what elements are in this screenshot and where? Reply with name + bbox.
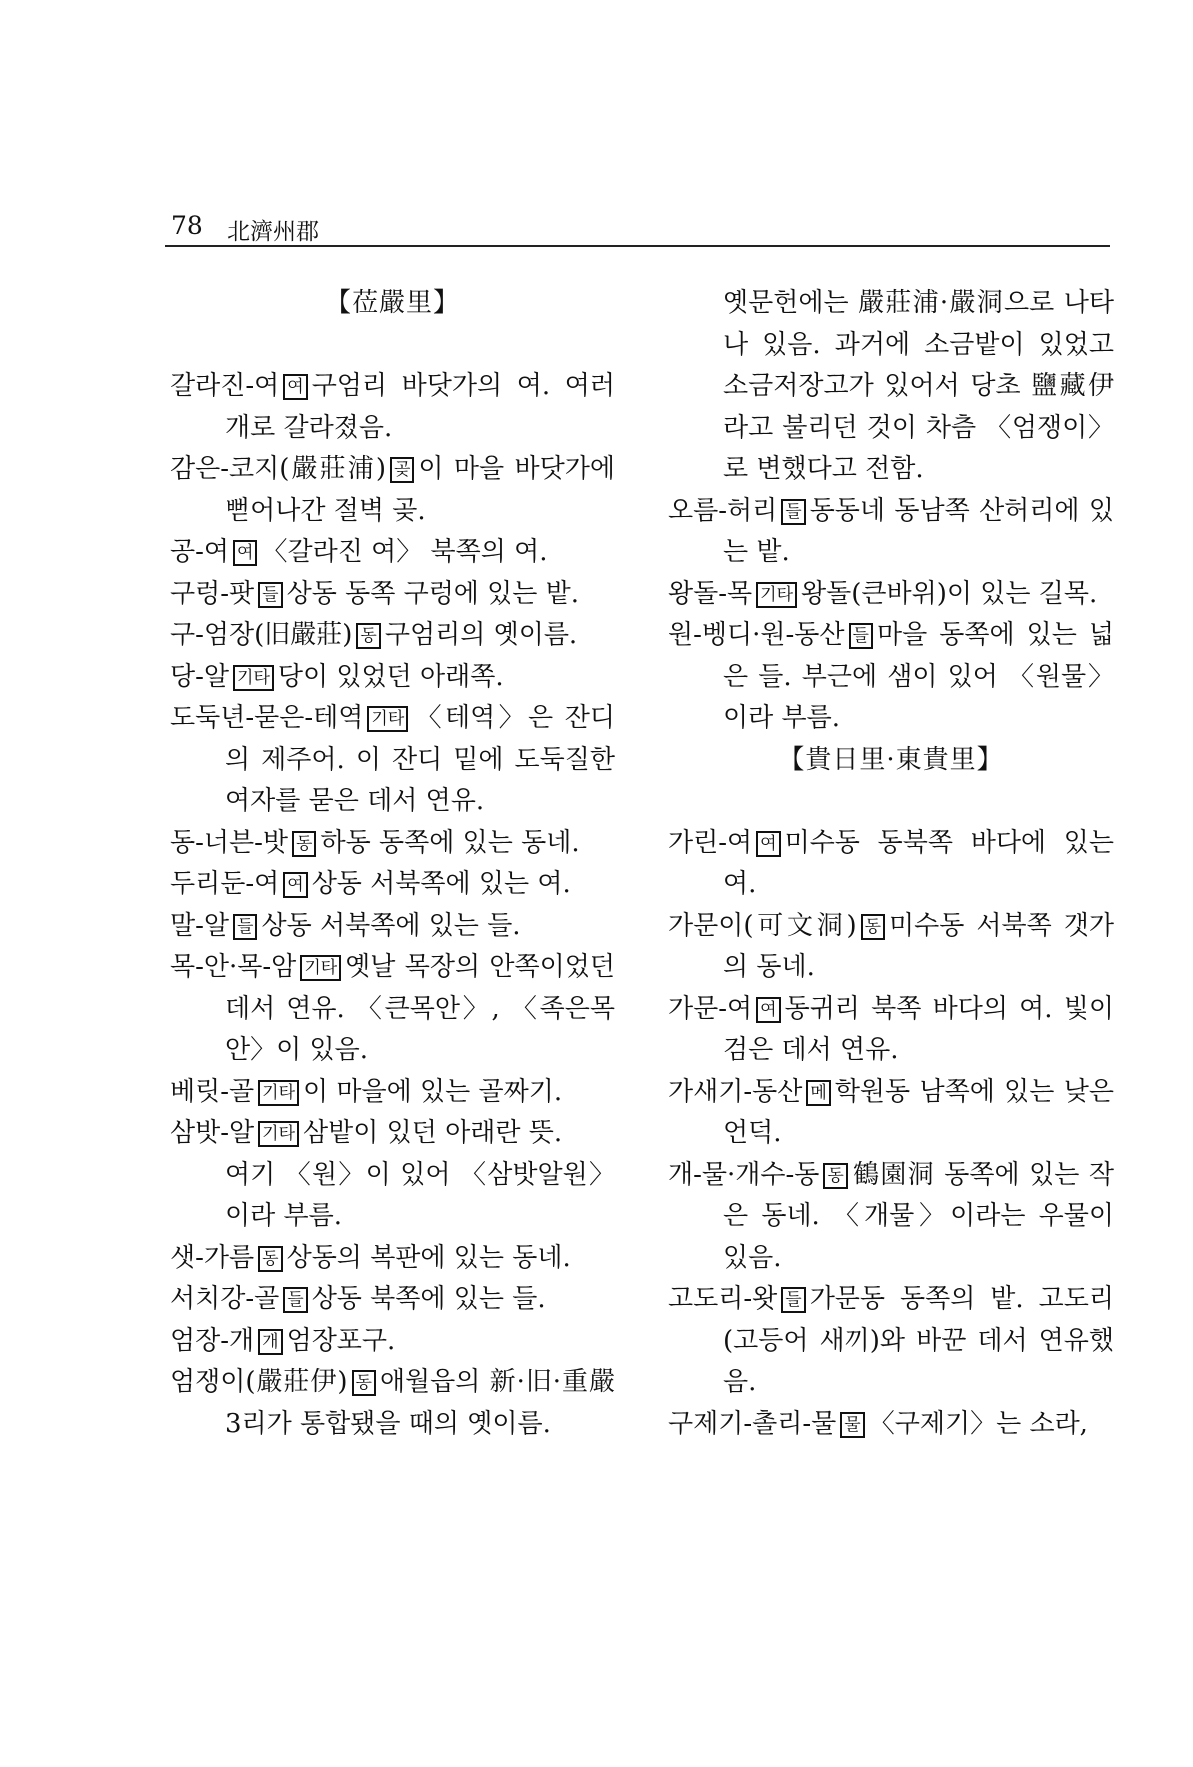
dictionary-entry (668, 615, 1114, 740)
category-tag: 기타 (756, 582, 797, 608)
entry-definition: 왕돌(큰바위)이 있는 길목. (801, 578, 1098, 609)
entry-definition: 마을 동쪽에 있는 넓은 들. 부근에 샘이 있어 〈원물〉이라 부름. (723, 620, 1114, 733)
category-tag: 동 (258, 1246, 282, 1272)
dictionary-entry (668, 1279, 1114, 1404)
category-tag: 여 (283, 872, 307, 898)
category-tag: 동 (292, 831, 316, 857)
entry-definition: 상동 서북쪽에 있는 들. (261, 910, 521, 941)
dictionary-entry (170, 366, 615, 449)
entry-headword: 갈라진-여 (170, 371, 280, 401)
page-header (165, 207, 1110, 247)
dictionary-entry (668, 906, 1114, 989)
entry-headword: 가린-여 (668, 827, 753, 858)
category-tag: 들 (849, 623, 873, 649)
entry-headword: 도둑년-묻은-테역 (170, 703, 364, 733)
category-tag: 들 (283, 1287, 307, 1313)
entry-continuation: 옛문헌에는 嚴莊浦·嚴洞으로 나타나 있음. 과거에 소금밭이 있었고 소금저장고가 있어서 당초 鹽藏伊라고 불리던 것이 차츰 〈엄쟁이〉로 변했다고 전함. (723, 288, 1114, 484)
entry-headword: 엄장-개 (170, 1325, 255, 1356)
dictionary-entry (668, 574, 1114, 616)
entry-headword: 엄쟁이(嚴莊伊) (170, 1367, 348, 1397)
category-tag: 들 (781, 499, 805, 525)
category-tag: 곶 (390, 457, 414, 483)
entry-definition: 상동 동쪽 구렁에 있는 밭. (286, 578, 580, 609)
entry-headword: 가문이(可文洞) (668, 910, 857, 941)
dictionary-entry (170, 532, 615, 574)
category-tag: 여 (756, 831, 780, 857)
category-tag: 기타 (258, 1080, 299, 1106)
dictionary-entry (668, 1155, 1114, 1280)
dictionary-entry (668, 989, 1114, 1072)
entry-definition: 상동의 복판에 있는 동네. (286, 1242, 571, 1273)
category-tag: 기타 (367, 706, 408, 732)
entry-definition: 鶴園洞 동쪽에 있는 작은 동네. 〈개물〉이라는 우물이 있음. (723, 1159, 1114, 1273)
entry-definition: 미수동 서북쪽 갯가의 동네. (723, 910, 1114, 982)
left-column (170, 283, 615, 1445)
dictionary-entry (170, 1238, 615, 1280)
entry-headword: 삼밧-알 (170, 1118, 255, 1148)
entry-definition: 이 마을에 있는 골짜기. (303, 1076, 563, 1107)
entry-headword: 동-너븐-밧 (170, 827, 289, 858)
entry-definition: 삼밭이 있던 아래란 뜻. (303, 1118, 563, 1148)
category-tag: 물 (840, 1412, 864, 1438)
entry-definition: 가문동 동쪽의 밭. 고도리(고등어 새끼)와 바꾼 데서 연유했음. (723, 1284, 1114, 1397)
dictionary-entry (170, 1279, 615, 1321)
dictionary-entry (668, 1404, 1114, 1446)
dictionary-entry (170, 449, 615, 532)
entry-definition: 〈갈라진 여〉 북쪽의 여. (261, 537, 548, 567)
section-heading-text: 【貴日里·東貴里】 (778, 744, 1004, 775)
entry-definition: 하동 동쪽에 있는 동네. (320, 827, 580, 858)
entry-definition: 동귀리 북쪽 바다의 여. 빛이 검은 데서 연유. (723, 993, 1114, 1065)
section-heading-text: 【莅嚴里】 (324, 288, 460, 318)
entry-definition: 동동네 동남쪽 산허리에 있는 밭. (723, 495, 1114, 567)
entry-headword: 서치강-골 (170, 1284, 280, 1314)
entry-continuation: 여기 〈원〉이 있어 〈삼밧알원〉이라 부름. (225, 1159, 615, 1231)
category-tag: 여 (756, 997, 780, 1023)
category-tag: 개 (258, 1329, 282, 1355)
entry-headword: 베릿-골 (170, 1076, 255, 1107)
entry-headword: 원-벵디·원-동산 (668, 620, 845, 650)
entry-headword: 왕돌-목 (668, 578, 753, 609)
category-tag: 여 (233, 540, 257, 566)
entry-definition: 학원동 남쪽에 있는 낮은 언덕. (723, 1076, 1114, 1148)
entry-headword: 구제기-촐리-물 (668, 1408, 837, 1439)
entry-headword: 샛-가름 (170, 1242, 255, 1273)
dictionary-entry (668, 1072, 1114, 1155)
category-tag: 여 (283, 374, 307, 400)
dictionary-entry (170, 1113, 615, 1155)
entry-headword: 감은-코지(嚴莊浦) (170, 454, 386, 484)
category-tag: 기타 (300, 955, 341, 981)
category-tag: 기타 (258, 1121, 299, 1147)
entry-headword: 고도리-왓 (668, 1284, 778, 1314)
entry-headword: 개-물·개수-동 (668, 1159, 820, 1190)
category-tag: 동 (861, 914, 885, 940)
dictionary-entry (170, 1072, 615, 1114)
page-number: 78 (171, 211, 203, 240)
entry-definition: 애월읍의 新·旧·重嚴 3리가 통합됐을 때의 옛이름. (225, 1367, 615, 1439)
entry-definition: 상동 북쪽에 있는 들. (311, 1284, 546, 1314)
section-heading (668, 740, 1114, 823)
entry-definition: 미수동 동북쪽 바다에 있는 여. (723, 827, 1114, 899)
entry-definition: 구엄리 바닷가의 여. 여러 개로 갈라졌음. (225, 371, 615, 443)
dictionary-entry (170, 615, 615, 657)
entry-headword: 오름-허리 (668, 495, 778, 526)
book-title: 北濟州郡 (227, 219, 319, 245)
category-tag: 들 (233, 914, 257, 940)
category-tag: 메 (806, 1080, 830, 1106)
entry-headword: 말-알 (170, 910, 230, 941)
entry-definition: 상동 서북쪽에 있는 여. (311, 869, 571, 899)
entry-definition: 이 마을 바닷가에 뻗어나간 절벽 곶. (225, 454, 615, 526)
dictionary-entry (170, 698, 615, 823)
entry-definition: 〈구제기〉는 소라, (868, 1408, 1088, 1439)
entry-headword: 구-엄장(旧嚴莊) (170, 620, 353, 650)
entry-definition: 〈테역〉은 잔디의 제주어. 이 잔디 밑에 도둑질한 여자를 묻은 데서 연유. (225, 703, 615, 816)
category-tag: 동 (823, 1163, 847, 1189)
category-tag: 동 (356, 623, 380, 649)
right-column (668, 283, 1114, 1445)
dictionary-entry (170, 1321, 615, 1363)
entry-headword: 공-여 (170, 537, 230, 567)
category-tag: 들 (781, 1287, 805, 1313)
dictionary-entry (170, 864, 615, 906)
entry-headword: 당-알 (170, 661, 230, 692)
dictionary-entry (170, 657, 615, 699)
entry-definition: 구엄리의 옛이름. (384, 620, 578, 650)
entry-headword: 구렁-팟 (170, 578, 255, 609)
entry-headword: 두리둔-여 (170, 869, 280, 899)
dictionary-entry (170, 574, 615, 616)
entry-definition: 옛날 목장의 안쪽이었던 데서 연유. 〈큰목안〉, 〈족은목안〉이 있음. (225, 952, 615, 1065)
dictionary-entry (170, 1362, 615, 1445)
entry-headword: 가새기-동산 (668, 1076, 803, 1107)
section-heading (170, 283, 615, 366)
dictionary-entry (668, 491, 1114, 574)
entry-headword: 가문-여 (668, 993, 753, 1024)
dictionary-entry (170, 906, 615, 948)
category-tag: 동 (352, 1370, 376, 1396)
entry-definition: 당이 있었던 아래쪽. (277, 661, 504, 692)
category-tag: 들 (258, 582, 282, 608)
dictionary-entry (668, 823, 1114, 906)
entry-definition: 엄장포구. (286, 1325, 396, 1356)
dictionary-entry (170, 947, 615, 1072)
dictionary-entry (170, 823, 615, 865)
entry-headword: 목-안·목-암 (170, 952, 297, 982)
category-tag: 기타 (233, 665, 274, 691)
